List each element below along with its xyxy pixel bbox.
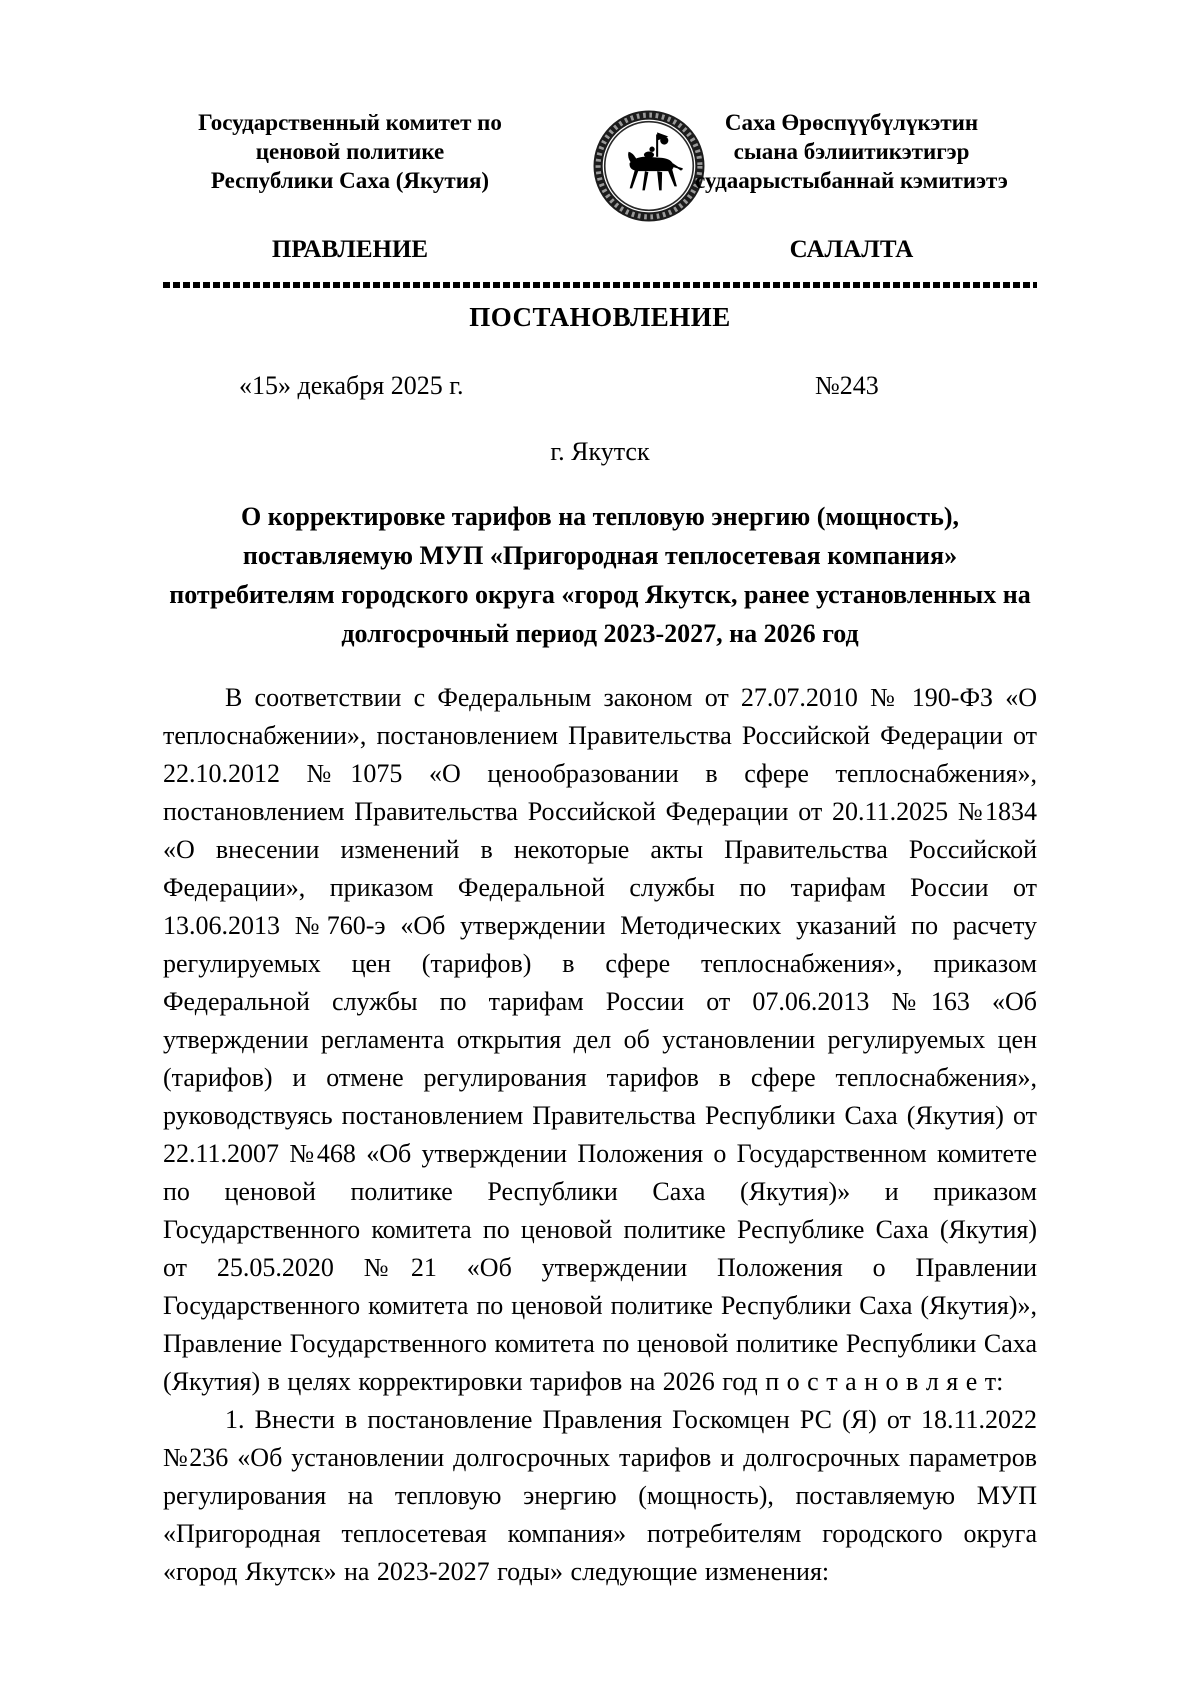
document-title: О корректировке тарифов на тепловую энергию (мощность), поставляемую МУП «Пригородная теплосетевая компания» потребителям городского округа «город Якутск, ранее установленных на долгосрочный период 2023-2027, на 2026 год [169, 502, 1031, 648]
date-number-row [163, 371, 1037, 405]
body-paragraph-preamble: В соответствии с Федеральным законом от 27.07.2010 № 190-ФЗ «О теплоснабжении», постановлением Правительства Российской Федерации от 22.10.2012 №1075 «О ценообразовании в сфере теплоснабжения», постановлением Правительства Российской Федерации от 20.11.2025 №1834 «О внесении изменений в некоторые акты Правительства Российской Федерации», приказом Федеральной службы по тарифам России от 13.06.2013 №760-э «Об утверждении Методических указаний по расчету регулируемых цен (тарифов) в сфере теплоснабжения», приказом Федеральной службы по тарифам России от 07.06.2013 №163 «Об утверждении регламента открытия дел об установлении регулируемых цен (тарифов) и отмене регулирования тарифов в сфере теплоснабжения», руководствуясь постановлением Правительства Республики Саха (Якутия) от 22.11.2007 №468 «Об утверждении Положения о Государственном комитете по ценовой политике Республики Саха (Якутия)» и приказом Государственного комитета по ценовой политике Республике Саха (Якутия) от 25.05.2020 №21 «Об утверждении Положения о Правлении Государственного комитета по ценовой политике Республики Саха (Якутия)», Правление Государственного комитета по ценовой политике Республики Саха (Якутия) в целях корректировки тарифов на 2026 год п о с т а н о в л я е т: [163, 683, 1037, 1396]
board-label-sakha: САЛАЛТА [789, 236, 914, 263]
org-name-sakha [679, 108, 1024, 195]
letterhead [163, 108, 1037, 273]
org-name-sakha-line: Саха Өрөспүүбүлүкэтин [724, 110, 979, 135]
org-name-russian-line: ценовой политике [255, 139, 445, 164]
document-place: г. Якутск [550, 437, 650, 466]
document-date: «15» декабря 2025 г. [239, 371, 464, 400]
document-type-heading: ПОСТАНОВЛЕНИЕ [469, 302, 731, 332]
org-name-russian [170, 108, 530, 195]
org-name-sakha-line: судаарыстыбаннай кэмитиэтэ [695, 168, 1008, 193]
board-label-russian: ПРАВЛЕНИЕ [271, 236, 429, 263]
org-name-russian-line: Республики Саха (Якутия) [210, 168, 490, 193]
document-body [163, 679, 1037, 1591]
org-name-sakha-line: сыана бэлиитикэтигэр [733, 139, 970, 164]
org-name-russian-line: Государственный комитет по [198, 110, 502, 135]
dashed-separator-line [163, 282, 1037, 288]
body-paragraph-item-1: 1. Внести в постановление Правления Госкомцен РС (Я) от 18.11.2022 №236 «Об установлении долгосрочных тарифов и долгосрочных параметров регулирования на тепловую энергию (мощность), поставляемую МУП «Пригородная теплосетевая компания» потребителям городского округа «город Якутск» на 2023-2027 годы» следующие изменения: [163, 1405, 1037, 1586]
document-number: №243 [815, 371, 879, 400]
